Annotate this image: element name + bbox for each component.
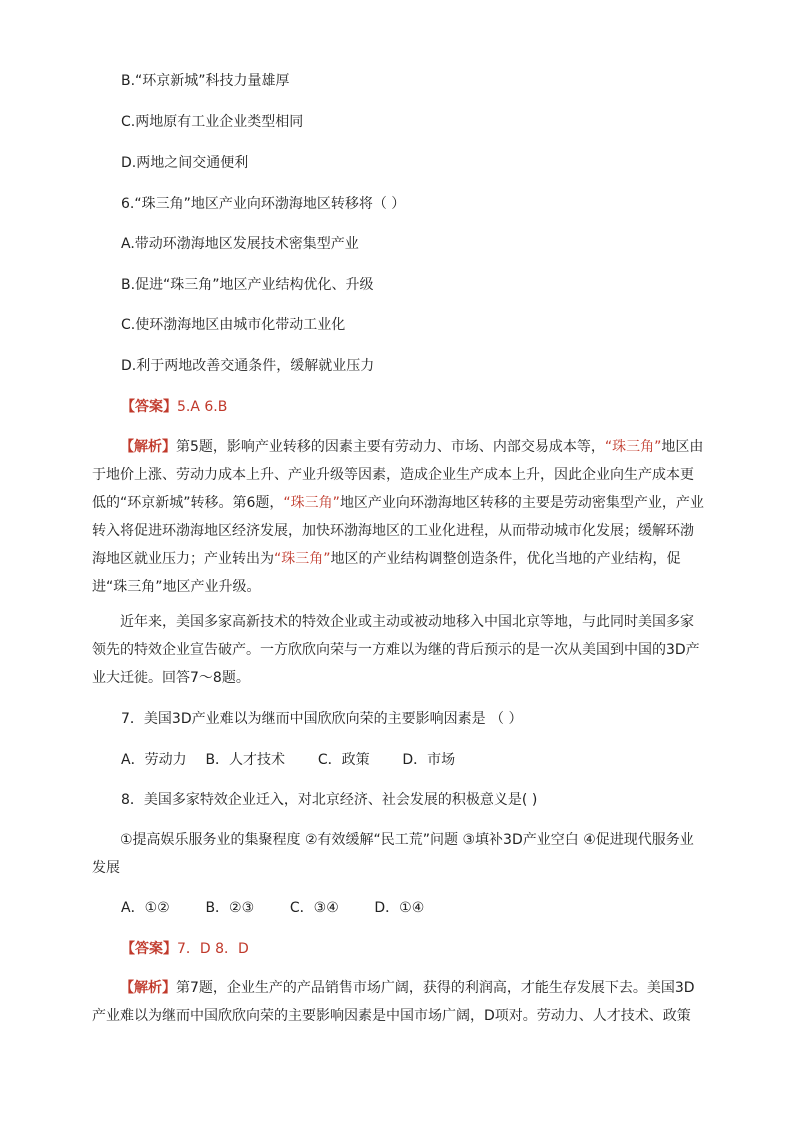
analysis-text-2: 地区由于地价上涨、劳动力成本上升、产业升级等因素，造成企业生产成本上升，因此企业向生产成本更低的“环京新城”转移。第6题， [92, 439, 704, 511]
q8-option-b: B．②③ [205, 900, 255, 916]
analysis-tag: 【解析】 [120, 439, 176, 455]
q7-option-d: D．市场 [402, 752, 456, 768]
q6-stem: 6.“珠三角”地区产业向环渤海地区转移将（ ） [121, 196, 406, 212]
q7-option-c: C．政策 [317, 752, 370, 768]
q5-option-c: C.两地原有工业企业类型相同 [121, 114, 304, 130]
answer-text: 7．D 8．D [177, 941, 249, 957]
q7-option-a: A．劳动力 [121, 752, 187, 768]
intro-paragraph: 近年来，美国多家高新技术的特效企业或主动或被动地移入中国北京等地，与此同时美国多家领先的特效企业宣告破产。一方欣欣向荣与一方难以为继的背后预示的是一次从美国到中国的3D产业大迁徙。回答7～8题。 [92, 614, 700, 686]
q5-option-b: B.“环京新城”科技力量雄厚 [121, 73, 290, 89]
analysis-text-1: 第5题，影响产业转移的因素主要有劳动力、市场、内部交易成本等， [176, 439, 605, 455]
q8-stem: 8．美国多家特效企业迁入，对北京经济、社会发展的积极意义是( ) [121, 792, 538, 808]
q6-option-c: C.使环渤海地区由城市化带动工业化 [121, 317, 346, 333]
analysis-7-8 [92, 974, 704, 1030]
analysis-5-6 [92, 433, 704, 601]
answer-5-6 [121, 397, 227, 417]
q7-option-b: B．人才技术 [205, 752, 286, 768]
q7-options [121, 750, 455, 770]
q6-option-b: B.促进“珠三角”地区产业结构优化、升级 [121, 277, 374, 293]
answer-text: 5.A 6.B [177, 399, 228, 415]
analysis-text-3: 地区产业向环渤海地区转移的主要是劳动密集型产业，产业转入将促进环渤海地区经济发展，加快环渤海地区的工业化进程，从而带动城市化发展；缓解环渤海地区就业压力；产业转出为 [92, 495, 704, 567]
q8-option-a: A．①② [121, 900, 170, 916]
q8-statements: ①提高娱乐服务业的集聚程度 ②有效缓解“民工荒”问题 ③填补3D产业空白 ④促进现代服务业发展 [92, 832, 694, 876]
q8-option-c: C．③④ [289, 900, 339, 916]
q5-option-d: D.两地之间交通便利 [121, 155, 249, 171]
answer-tag: 【答案】 [121, 399, 177, 415]
analysis-text: 第7题，企业生产的产品销售市场广阔，获得的利润高，才能生存发展下去。美国3D产业难以为继而中国欣欣向荣的主要影响因素是中国市场广阔，D项对。劳动力、人才技术、政策 [92, 980, 695, 1024]
q6-option-d: D.利于两地改善交通条件，缓解就业压力 [121, 358, 375, 374]
analysis-highlight-2: “珠三角” [283, 495, 340, 511]
analysis-text-4: 地区的产业结构调整创造条件，优化当地的产业结构，促进“珠三角”地区产业升级。 [92, 551, 681, 595]
analysis-highlight-3: “珠三角” [274, 551, 331, 567]
q6-option-a: A.带动环渤海地区发展技术密集型产业 [121, 236, 359, 252]
q8-options [121, 898, 424, 918]
analysis-highlight-1: “珠三角” [604, 439, 662, 455]
q7-stem: 7．美国3D产业难以为继而中国欣欣向荣的主要影响因素是 （ ） [121, 711, 523, 727]
analysis-tag: 【解析】 [120, 980, 176, 996]
answer-tag: 【答案】 [121, 941, 177, 957]
q8-option-d: D．①④ [374, 900, 425, 916]
answer-7-8 [121, 939, 249, 959]
